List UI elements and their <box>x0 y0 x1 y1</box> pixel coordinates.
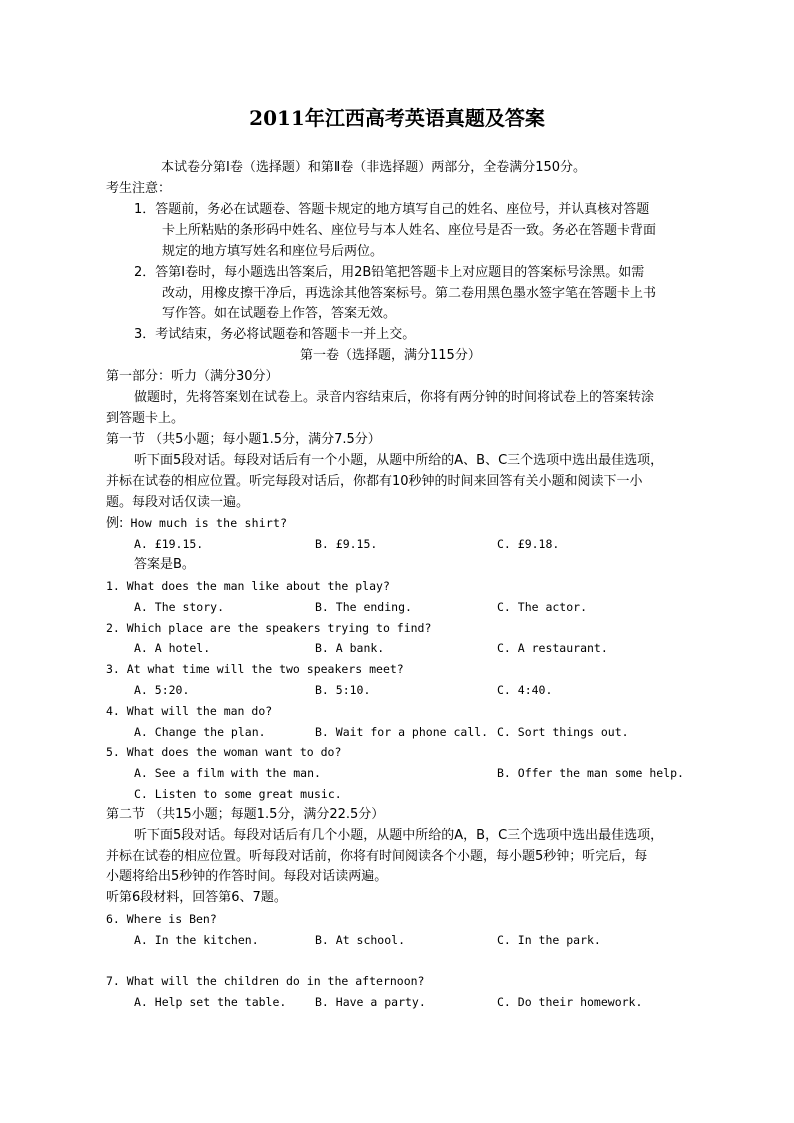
section-1-heading: 第一节 （共5小题；每小题1.5分，满分7.5分） <box>106 432 381 447</box>
section-2-desc-line-3: 小题将给出5秒钟的作答时间。每段对话读两遍。 <box>106 869 388 884</box>
question-4: 4. What will the man do? <box>106 704 273 718</box>
part-1-heading: 第一部分：听力（满分30分） <box>106 369 279 384</box>
question-3-option-b: B. 5:10. <box>315 683 371 697</box>
notice-2-line-2: 改动，用橡皮擦干净后，再选涂其他答案标号。第二卷用黑色墨水签字笔在答题卡上书 <box>162 286 657 301</box>
question-6-option-b: B. At school. <box>315 933 406 947</box>
question-2-option-a: A. A hotel. <box>134 641 211 655</box>
notice-1-line-1: 1．答题前，务必在试题卷、答题卡规定的地方填写自己的姓名、座位号，并认真核对答题 <box>134 202 650 217</box>
section-2-desc-line-1: 听下面5段对话。每段对话后有几个小题，从题中所给的A，B，C三个选项中选出最佳选项， <box>134 828 664 843</box>
question-7-option-c: C. Do their homework. <box>497 995 643 1009</box>
question-1-option-b: B. The ending. <box>315 600 412 614</box>
question-6-option-c: C. In the park. <box>497 933 601 947</box>
question-7-option-b: B. Have a party. <box>315 995 426 1009</box>
example-option-c: C. £9.18. <box>497 537 560 551</box>
example-prefix: 例: <box>106 516 124 531</box>
question-3-option-a: A. 5:20. <box>134 683 190 697</box>
notice-3: 3．考试结束，务必将试题卷和答题卡一并上交。 <box>134 327 416 342</box>
question-1-option-a: A. The story. <box>134 600 225 614</box>
question-7-option-a: A. Help set the table. <box>134 995 287 1009</box>
example-question <box>106 513 287 534</box>
notice-1-line-2: 卡上所粘贴的条形码中姓名、座位号与本人姓名、座位号是否一致。务必在答题卡背面 <box>162 223 657 238</box>
question-3: 3. At what time will the two speakers meet? <box>106 662 404 676</box>
question-3-option-c: C. 4:40. <box>497 683 553 697</box>
volume-1-heading: 第一卷（选择题，满分115分） <box>300 348 481 363</box>
section-2-heading: 第二节 （共15小题；每题1.5分，满分22.5分） <box>106 807 385 822</box>
material-6-heading: 听第6段材料，回答第6、7题。 <box>106 890 287 905</box>
question-5-option-a: A. See a film with the man. <box>134 766 321 780</box>
notice-heading: 考生注意： <box>106 181 172 196</box>
section-2-desc-line-2: 并标在试卷的相应位置。听每段对话前，你将有时间阅读各个小题，每小题5秒钟；听完后，每 <box>106 849 648 864</box>
question-1: 1. What does the man like about the play? <box>106 579 390 593</box>
example-option-b: B. £9.15. <box>315 537 378 551</box>
question-4-option-b: B. Wait for a phone call. <box>315 725 489 739</box>
section-1-desc-line-1: 听下面5段对话。每段对话后有一个小题，从题中所给的A、B、C三个选项中选出最佳选项， <box>134 453 664 468</box>
question-1-option-c: C. The actor. <box>497 600 588 614</box>
question-5-option-b: B. Offer the man some help. <box>497 766 684 780</box>
question-2-option-c: C. A restaurant. <box>497 641 608 655</box>
part-1-desc-line-1: 做题时，先将答案划在试卷上。录音内容结束后，你将有两分钟的时间将试卷上的答案转涂 <box>134 390 655 405</box>
question-7: 7. What will the children do in the afternoon? <box>106 974 425 988</box>
question-2-option-b: B. A bank. <box>315 641 385 655</box>
page-title: 2011年江西高考英语真题及答案 <box>249 106 545 130</box>
question-2: 2. Which place are the speakers trying to find? <box>106 621 432 635</box>
notice-1-line-3: 规定的地方填写姓名和座位号后两位。 <box>162 244 384 259</box>
example-question-text: How much is the shirt? <box>123 516 288 530</box>
question-6: 6. Where is Ben? <box>106 912 217 926</box>
question-5-option-c: C. Listen to some great music. <box>134 787 342 801</box>
example-option-a: A. £19.15. <box>134 537 204 551</box>
section-1-desc-line-2: 并标在试卷的相应位置。听完每段对话后，你都有10秒钟的时间来回答有关小题和阅读下一小 <box>106 474 643 489</box>
example-answer: 答案是B。 <box>134 557 195 572</box>
question-4-option-a: A. Change the plan. <box>134 725 266 739</box>
question-6-option-a: A. In the kitchen. <box>134 933 259 947</box>
question-4-option-c: C. Sort things out. <box>497 725 629 739</box>
notice-2-line-1: 2．答第Ⅰ卷时，每小题选出答案后，用2B铅笔把答题卡上对应题目的答案标号涂黑。如需 <box>134 265 645 280</box>
intro-text: 本试卷分第Ⅰ卷（选择题）和第Ⅱ卷（非选择题）两部分，全卷满分150分。 <box>161 160 587 175</box>
question-5: 5. What does the woman want to do? <box>106 745 342 759</box>
section-1-desc-line-3: 题。每段对话仅读一遍。 <box>106 495 250 510</box>
part-1-desc-line-2: 到答题卡上。 <box>106 411 185 426</box>
notice-2-line-3: 写作答。如在试题卷上作答，答案无效。 <box>162 306 397 321</box>
